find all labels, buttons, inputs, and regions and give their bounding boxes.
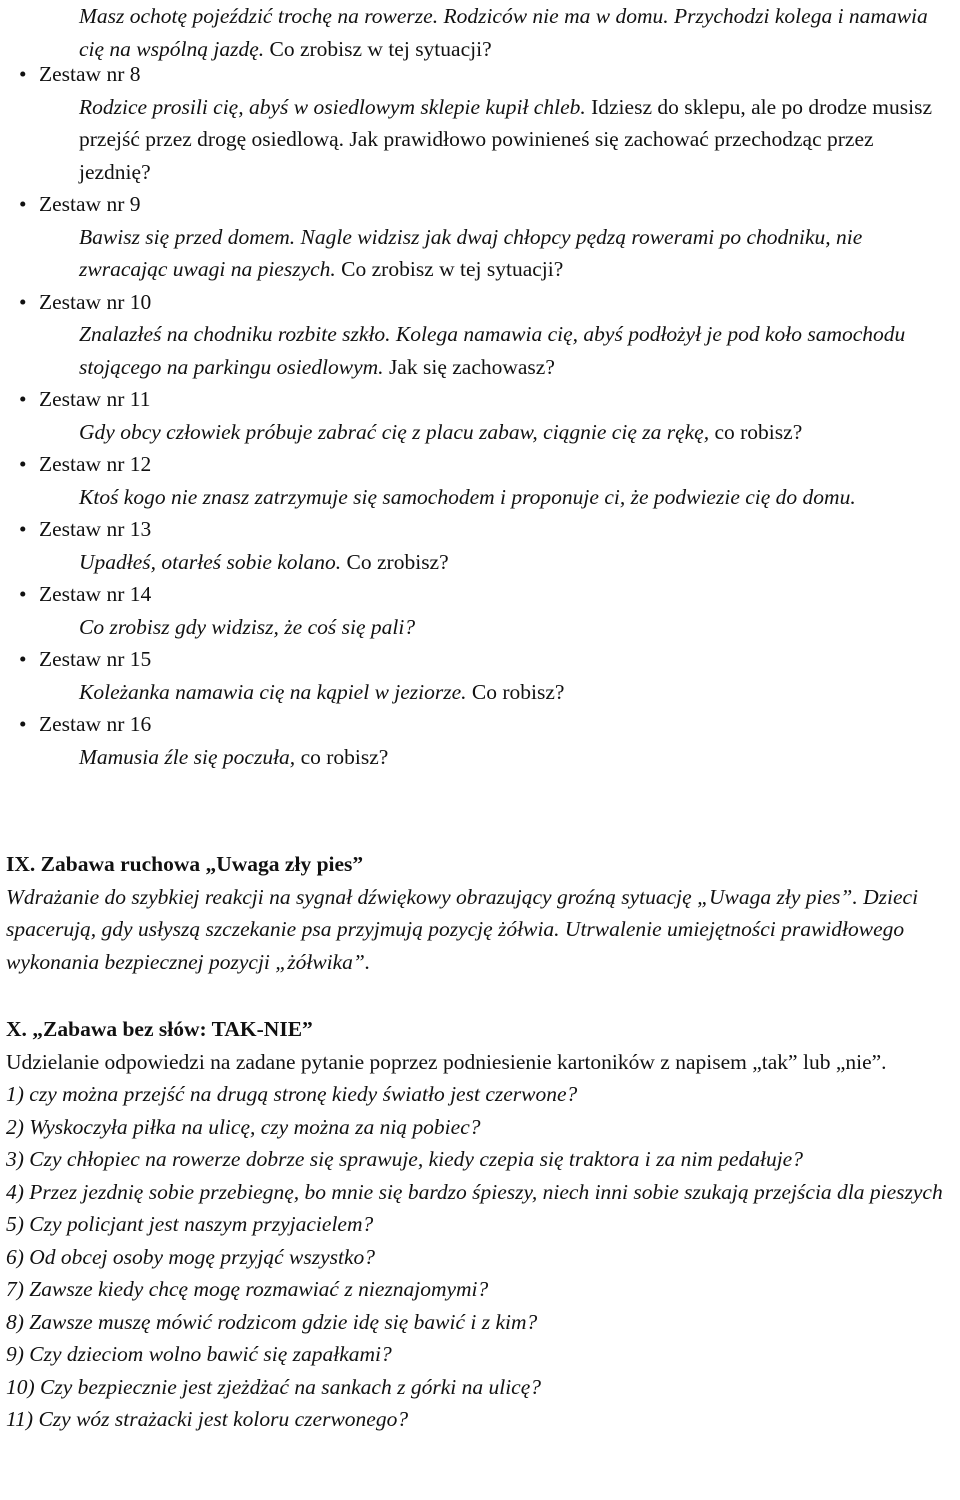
- zestaw-italic-text: Mamusia źle się poczuła,: [79, 744, 296, 769]
- zestaw-item: [0, 383, 955, 448]
- zestaw-text: [0, 611, 955, 644]
- zestaw-italic-text: Co zrobisz gdy widzisz, że coś się pali?: [79, 614, 416, 639]
- question-item: 3) Czy chłopiec na rowerze dobrze się sprawuje, kiedy czepia się traktora i za nim pedałuje?: [6, 1147, 803, 1171]
- zestaw-heading: [0, 58, 955, 91]
- zestaw-item: [0, 188, 955, 286]
- zestaw-item: [0, 286, 955, 384]
- intro-plain-text: Co zrobisz w tej sytuacji?: [264, 36, 492, 61]
- question-item: 5) Czy policjant jest naszym przyjacielem?: [6, 1212, 374, 1236]
- question-item: 8) Zawsze muszę mówić rodzicom gdzie idę się bawić i z kim?: [6, 1309, 538, 1334]
- zestaw-heading: [0, 383, 955, 416]
- bullet-icon: •: [19, 192, 27, 216]
- zestaw-item: [0, 578, 955, 643]
- zestaw-title: Zestaw nr 16: [39, 712, 152, 736]
- question-item: 10) Czy bezpiecznie jest zjeżdżać na sankach z górki na ulicę?: [6, 1374, 542, 1399]
- zestaw-text: [0, 676, 955, 709]
- zestaw-title: Zestaw nr 9: [39, 192, 141, 216]
- zestaw-title: Zestaw nr 8: [39, 62, 141, 86]
- question-item: 6) Od obcej osoby mogę przyjąć wszystko?: [6, 1244, 376, 1269]
- zestaw-italic-text: Upadłeś, otarłeś sobie kolano.: [79, 549, 342, 574]
- zestaw-item: [0, 58, 955, 188]
- section-ix-title: IX. Zabawa ruchowa „Uwaga zły pies”: [6, 852, 364, 876]
- zestaw-plain-text: Idziesz do sklepu, ale po drodze musisz przejść przez drogę osiedlową. Jak prawidłowo powinieneś się zachować przechodząc przez jezdnię?: [79, 94, 933, 184]
- zestaw-italic-text: Bawisz się przed domem. Nagle widzisz jak dwaj chłopcy pędzą rowerami po chodniku, nie zwracając uwagi na pieszych.: [79, 224, 863, 281]
- zestaw-heading: [0, 643, 955, 676]
- zestaw-italic-text: Rodzice prosili cię, abyś w osiedlowym sklepie kupił chleb.: [79, 94, 586, 119]
- zestaw-text: [0, 546, 955, 579]
- zestaw-italic-text: Gdy obcy człowiek próbuje zabrać cię z placu zabaw, ciągnie cię za rękę,: [79, 419, 710, 444]
- bullet-icon: •: [19, 289, 27, 314]
- zestaw-text: [0, 318, 955, 383]
- zestaw-heading: [0, 286, 955, 319]
- intro-paragraph: [79, 0, 949, 65]
- zestaw-title: Zestaw nr 13: [39, 517, 152, 541]
- zestaw-heading: [0, 708, 955, 741]
- zestaw-plain-text: Co robisz?: [466, 679, 565, 704]
- bullet-icon: •: [19, 517, 27, 541]
- zestaw-heading: [0, 188, 955, 221]
- question-list: [6, 1078, 956, 1436]
- bullet-icon: •: [19, 62, 27, 86]
- section-x-description: Udzielanie odpowiedzi na zadane pytanie poprzez podniesienie kartoników z napisem „tak” lub „nie”.: [6, 1049, 887, 1074]
- zestaw-title: Zestaw nr 11: [39, 387, 151, 411]
- zestaw-item: [0, 448, 955, 513]
- section-ix-description: Wdrażanie do szybkiej reakcji na sygnał dźwiękowy obrazujący groźną sytuację „Uwaga zły pies”. Dzieci spacerują, gdy usłyszą szczekanie psa przyjmują pozycję żółwia. Utrwalenie umiejętności prawidłowego wykonania bezpiecznej pozycji „żółwika”.: [6, 884, 919, 974]
- question-item: 2) Wyskoczyła piłka na ulicę, czy można za nią pobiec?: [6, 1114, 481, 1139]
- bullet-icon: •: [19, 712, 27, 736]
- section-x: [6, 1013, 956, 1436]
- zestaw-text: [0, 221, 955, 286]
- zestaw-italic-text: Znalazłeś na chodniku rozbite szkło. Kolega namawia cię, abyś podłożył je pod koło samochodu stojącego na parkingu osiedlowym.: [79, 322, 906, 379]
- zestaw-plain-text: Co zrobisz w tej sytuacji?: [335, 257, 564, 281]
- zestaw-title: Zestaw nr 10: [39, 289, 152, 314]
- zestaw-list: [0, 58, 955, 773]
- zestaw-plain-text: co robisz?: [295, 744, 389, 769]
- question-item: 4) Przez jezdnię sobie przebiegnę, bo mnie się bardzo śpieszy, niech inni sobie szukają przejścia dla pieszych: [6, 1179, 943, 1204]
- question-item: 7) Zawsze kiedy chcę mogę rozmawiać z nieznajomymi?: [6, 1277, 489, 1301]
- zestaw-text: [0, 91, 955, 189]
- zestaw-item: [0, 513, 955, 578]
- bullet-icon: •: [19, 452, 27, 476]
- bullet-icon: •: [19, 387, 27, 411]
- zestaw-heading: [0, 513, 955, 546]
- zestaw-text: [0, 416, 955, 449]
- zestaw-text: [0, 741, 955, 774]
- question-item: 9) Czy dzieciom wolno bawić się zapałkami?: [6, 1342, 392, 1366]
- zestaw-plain-text: Jak się zachowasz?: [383, 354, 555, 379]
- question-item: 11) Czy wóz strażacki jest koloru czerwonego?: [6, 1407, 409, 1431]
- section-x-title: X. „Zabawa bez słów: TAK-NIE”: [6, 1017, 313, 1041]
- zestaw-text: [0, 481, 955, 514]
- question-item: 1) czy można przejść na drugą stronę kiedy światło jest czerwone?: [6, 1082, 578, 1106]
- bullet-icon: •: [19, 582, 27, 606]
- zestaw-plain-text: co robisz?: [709, 419, 803, 444]
- zestaw-plain-text: Co zrobisz?: [341, 549, 449, 574]
- zestaw-item: [0, 708, 955, 773]
- zestaw-title: Zestaw nr 14: [39, 582, 152, 606]
- zestaw-title: Zestaw nr 12: [39, 452, 152, 476]
- zestaw-heading: [0, 448, 955, 481]
- intro-italic-text: Masz ochotę pojeździć trochę na rowerze. Rodziców nie ma w domu. Przychodzi kolega i namawia cię na wspólną jazdę.: [79, 4, 928, 61]
- bullet-icon: •: [19, 647, 27, 671]
- zestaw-heading: [0, 578, 955, 611]
- zestaw-italic-text: Ktoś kogo nie znasz zatrzymuje się samochodem i proponuje ci, że podwiezie cię do domu.: [79, 484, 856, 509]
- zestaw-title: Zestaw nr 15: [39, 647, 152, 671]
- section-ix: [6, 848, 956, 978]
- zestaw-item: [0, 643, 955, 708]
- zestaw-italic-text: Koleżanka namawia cię na kąpiel w jeziorze.: [79, 679, 467, 704]
